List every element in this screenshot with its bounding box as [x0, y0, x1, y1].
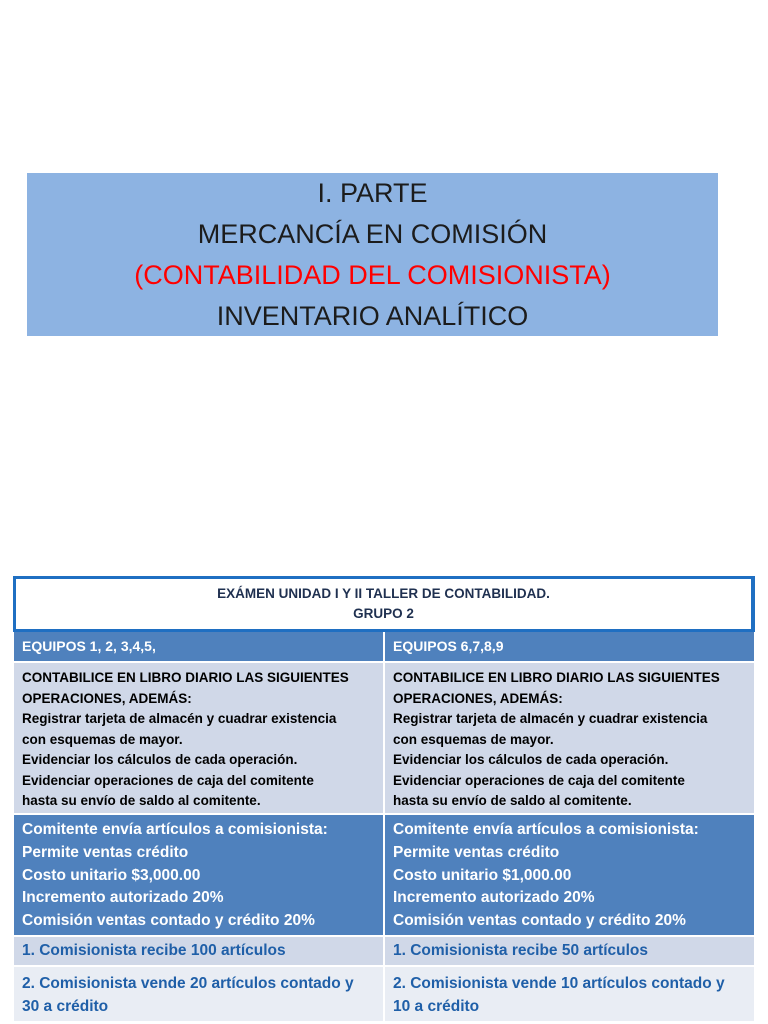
conditions-cell-left — [14, 815, 383, 935]
conditions-cell-right — [385, 815, 754, 935]
operation-1-cell-left — [14, 937, 383, 965]
instruction-line: Evidenciar los cálculos de cada operación. — [22, 752, 298, 767]
instruction-line: Evidenciar operaciones de caja del comitente — [22, 772, 314, 788]
operation-line: 2. Comisionista vende 20 artículos contado y — [22, 975, 354, 992]
instruction-line: OPERACIONES, ADEMÁS: — [22, 690, 192, 706]
operation-1-cell-right — [385, 937, 754, 965]
instruction-line: CONTABILICE EN LIBRO DIARIO LAS SIGUIENTES — [22, 670, 349, 685]
operation-2-cell-right — [385, 967, 754, 1021]
team-label-right: EQUIPOS 6,7,8,9 — [385, 632, 754, 661]
instruction-line: OPERACIONES, ADEMÁS: — [393, 690, 563, 706]
condition-line: Permite ventas crédito — [393, 843, 560, 861]
title-line-topic: MERCANCÍA EN COMISIÓN — [197, 219, 548, 249]
condition-line: Comitente envía artículos a comisionista: — [393, 821, 699, 838]
operation-line: 2. Comisionista vende 10 artículos contado y — [393, 975, 725, 992]
instructions-cell-left — [14, 663, 383, 813]
condition-line: Incremento autorizado 20% — [393, 889, 595, 907]
instruction-line: Registrar tarjeta de almacén y cuadrar existencia — [22, 711, 337, 726]
title-line-part: I. PARTE — [317, 178, 428, 208]
operation-line: 1. Comisionista recibe 50 artículos — [393, 942, 648, 959]
instruction-line: Evidenciar operaciones de caja del comitente — [393, 772, 685, 788]
instruction-line: Evidenciar los cálculos de cada operación. — [393, 752, 669, 767]
exam-table-header — [13, 576, 755, 632]
condition-line: Permite ventas crédito — [22, 843, 189, 861]
title-line-section: INVENTARIO ANALÍTICO — [216, 301, 529, 331]
exam-table — [13, 576, 755, 1021]
operation-2-cell-left — [14, 967, 383, 1021]
operation-line: 1. Comisionista recibe 100 artículos — [22, 942, 286, 959]
instructions-cell-right — [385, 663, 754, 813]
condition-line: Costo unitario $3,000.00 — [22, 866, 201, 884]
group-label: GRUPO 2 — [353, 606, 414, 621]
team-label-left: EQUIPOS 1, 2, 3,4,5, — [14, 632, 383, 661]
operation-line: 30 a crédito — [22, 998, 109, 1015]
title-box — [27, 173, 718, 336]
instruction-line: hasta su envío de saldo al comitente. — [393, 793, 632, 808]
exam-title: EXÁMEN UNIDAD I Y II TALLER DE CONTABILIDAD. — [217, 586, 550, 601]
instruction-line: hasta su envío de saldo al comitente. — [22, 793, 261, 808]
condition-line: Comitente envía artículos a comisionista: — [22, 821, 328, 838]
exam-table-body — [13, 632, 755, 1021]
operation-line: 10 a crédito — [393, 998, 480, 1015]
instruction-line: Registrar tarjeta de almacén y cuadrar existencia — [393, 711, 708, 726]
instruction-line: con esquemas de mayor. — [393, 731, 554, 747]
condition-line: Incremento autorizado 20% — [22, 889, 224, 907]
instruction-line: CONTABILICE EN LIBRO DIARIO LAS SIGUIENTES — [393, 670, 720, 685]
condition-line: Comisión ventas contado y crédito 20% — [393, 912, 686, 929]
title-line-subtitle: (CONTABILIDAD DEL COMISIONISTA) — [134, 260, 611, 290]
condition-line: Costo unitario $1,000.00 — [393, 866, 572, 884]
condition-line: Comisión ventas contado y crédito 20% — [22, 912, 315, 929]
instruction-line: con esquemas de mayor. — [22, 731, 183, 747]
